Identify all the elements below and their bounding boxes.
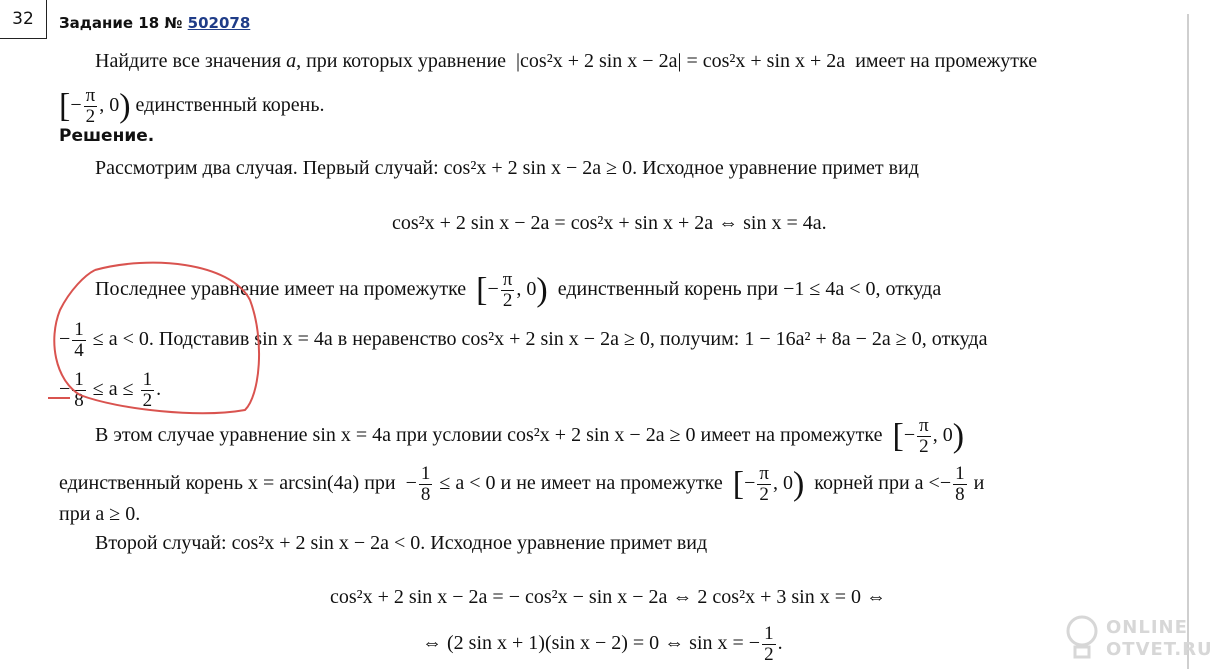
watermark-line-1: ONLINE <box>1106 617 1188 638</box>
solution-line-4: − $\frac{1}{4}$ ≤ a < 0. Подставив sin x = 4a в неравенство cos²x + 2 sin x − 2a ≥ 0, получим: 1 − 16a² + 8a − 2a ≥ 0, откуда <box>59 319 988 361</box>
problem-text-c: имеет на промежутке <box>855 50 1038 72</box>
solution-line-6: В этом случае уравнение sin x = 4a при условии cos²x + 2 sin x − 2a ≥ 0 имеет на промежутке [− $\frac{\pi}{2}$ , 0) <box>95 415 965 457</box>
task-label: Задание 18 № <box>59 14 183 32</box>
watermark-line-2: OTVET.RU <box>1106 639 1213 660</box>
problem-text-a: Найдите все значения <box>95 50 282 72</box>
problem-text-end: единственный корень. <box>135 94 325 117</box>
task-number-box <box>0 0 47 39</box>
problem-line-2: [− $\frac{\pi}{2}$ , 0) единственный корень. <box>59 85 325 127</box>
page-edge <box>1187 14 1189 669</box>
problem-line-1 <box>95 48 1037 74</box>
solution-equation-3: ⇔ (2 sin x + 1)(sin x − 2) = 0 ⇔ sin x = − $\frac{1}{2}$ . <box>422 623 783 665</box>
solution-line-1: Рассмотрим два случая. Первый случай: cos²x + 2 sin x − 2a ≥ 0. Исходное уравнение примет вид <box>95 157 919 179</box>
solution-line-9: Второй случай: cos²x + 2 sin x − 2a < 0. Исходное уравнение примет вид <box>95 532 708 554</box>
solution-equation-1: cos²x + 2 sin x − 2a = cos²x + sin x + 2a ⇔ sin x = 4a. <box>392 212 827 234</box>
problem-equation: |cos²x + 2 sin x − 2a| = cos²x + sin x + 2a <box>516 50 846 72</box>
solution-line-8: при a ≥ 0. <box>59 503 141 525</box>
solution-line-3: Последнее уравнение имеет на промежутке [− $\frac{\pi}{2}$ , 0) единственный корень при −1 ≤ 4a < 0, откуда <box>95 269 942 311</box>
problem-var: a <box>286 50 297 72</box>
lightbulb-icon <box>1064 611 1100 667</box>
solution-heading: Решение. <box>59 126 155 146</box>
solution-equation-2: cos²x + 2 sin x − 2a = − cos²x − sin x − 2a ⇔ 2 cos²x + 3 sin x = 0 ⇔ <box>330 586 886 608</box>
solution-line-5: − $\frac{1}{8}$ ≤ a ≤ $\frac{1}{2}$ . <box>59 369 162 411</box>
task-title <box>59 14 250 32</box>
solution-line-7: единственный корень x = arcsin(4a) при − $\frac{1}{8}$ ≤ a < 0 и не имеет на промежутке [− $\frac{\pi}{2}$ , 0) корней при a <− $\frac{1}{8}$ и <box>59 463 985 505</box>
task-number: 32 <box>12 9 34 29</box>
watermark <box>1064 607 1213 667</box>
problem-text-b: , при которых уравнение <box>296 50 507 72</box>
task-id-link[interactable]: 502078 <box>187 14 251 32</box>
